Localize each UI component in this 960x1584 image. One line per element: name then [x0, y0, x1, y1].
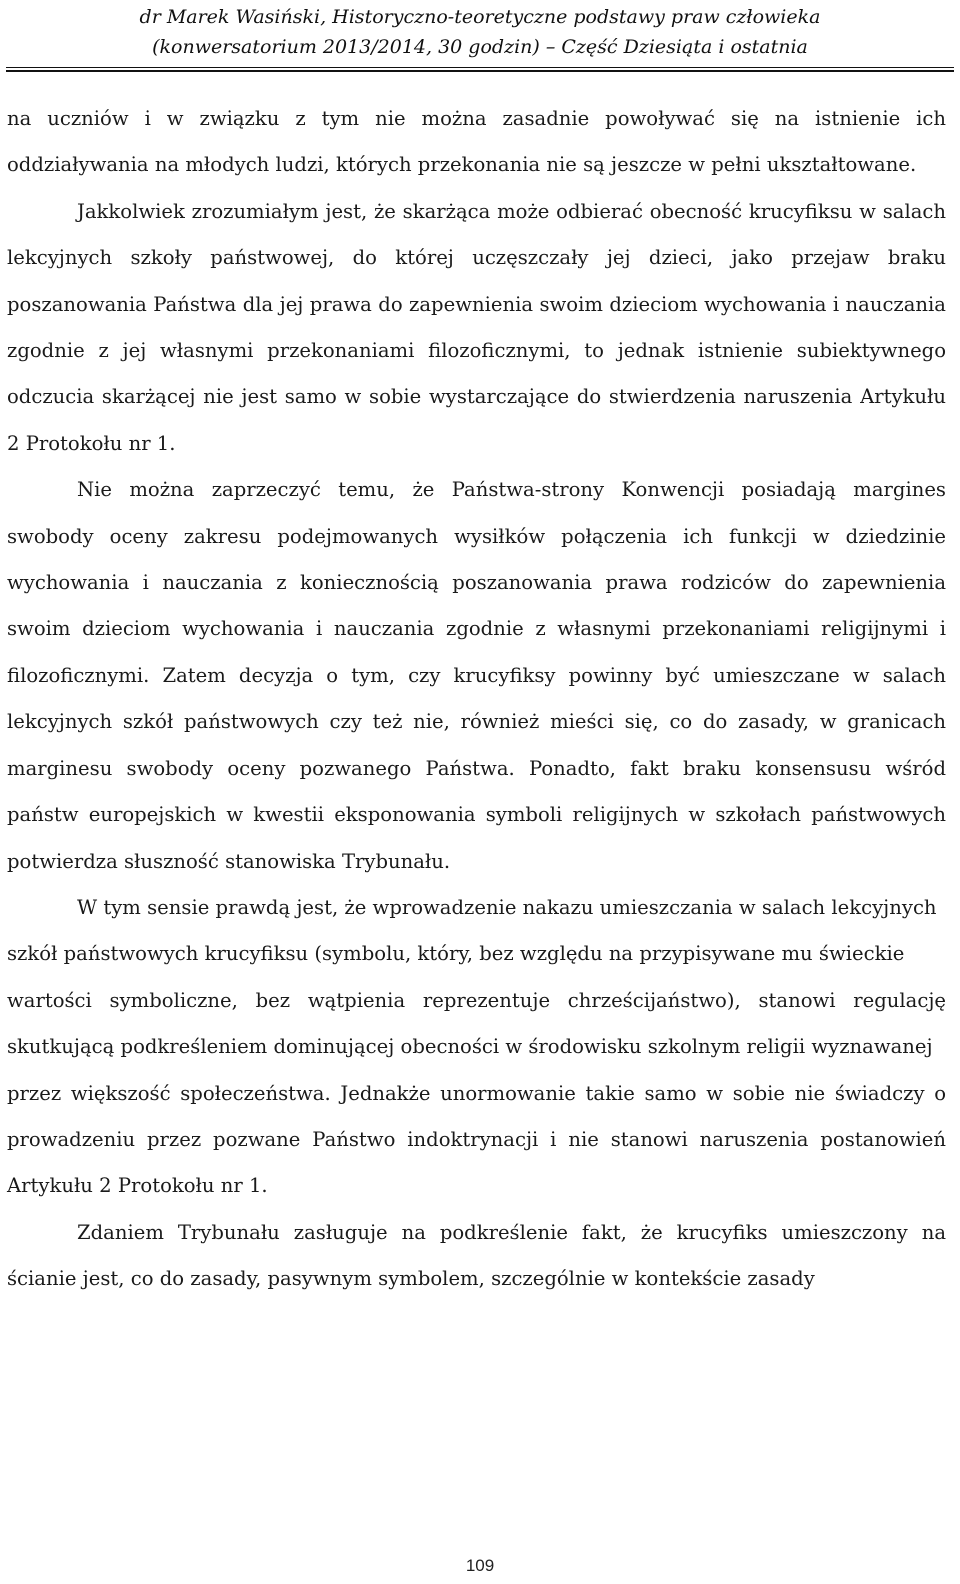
paragraph-fragment: szkół państwowych krucyfiksu (symbolu, który, bez względu na przypisywane mu świeckie	[7, 942, 905, 966]
header-line-2: (konwersatorium 2013/2014, 30 godzin) – Część Dziesiąta i ostatnia	[152, 36, 808, 58]
paragraph-continued: na uczniów i w związku z tym nie można zasadnie powoływać się na istnienie ich oddziaływania na młodych ludzi, których przekonania nie są jeszcze w pełni ukształtowane.	[7, 107, 946, 177]
paragraph-broken	[7, 885, 946, 1210]
paragraph: Jakkolwiek zrozumiałym jest, że skarżąca może odbierać obecność krucyfiksu w salach lekcyjnych szkoły państwowej, do której uczęszczały jej dzieci, jako przejaw braku poszanowania Państwa dla jej prawa do zapewnienia swoim dzieciom wychowania i nauczania zgodnie z jej własnymi przekonaniami filozoficznymi, to jednak istnienie subiektywnego odczucia skarżącej nie jest samo w sobie wystarczające do stwierdzenia naruszenia Artykułu 2 Protokołu nr 1.	[7, 199, 946, 455]
header-rule-thin	[6, 67, 954, 68]
body-text	[7, 96, 946, 1303]
paragraph: Nie można zaprzeczyć temu, że Państwa-strony Konwencji posiadają margines swobody oceny zakresu podejmowanych wysiłków połączenia ich funkcji w dziedzinie wychowania i nauczania z koniecznością poszanowania prawa rodziców do zapewnienia swoim dzieciom wychowania i nauczania zgodnie z własnymi przekonaniami religijnymi i filozoficznymi. Zatem decyzja o tym, czy krucyfiksy powinny być umieszczane w salach lekcyjnych szkół państwowych czy też nie, również mieści się, co do zasady, w granicach marginesu swobody oceny pozwanego Państwa. Ponadto, fakt braku konsensusu wśród państw europejskich w kwestii eksponowania symboli religijnych w szkołach państwowych potwierdza słuszność stanowiska Trybunału.	[7, 478, 946, 873]
running-header	[0, 2, 960, 62]
header-line-1: dr Marek Wasiński, Historyczno-teoretyczne podstawy praw człowieka	[139, 6, 821, 28]
paragraph-fragment: wartości symboliczne, bez wątpienia reprezentuje chrześcijaństwo), stanowi regulację skutkującą podkreśleniem dominującej obecności w środowisku szkolnym religii wyznawanej	[7, 988, 946, 1059]
page-number: 109	[465, 1556, 495, 1575]
paragraph: Zdaniem Trybunału zasługuje na podkreślenie fakt, że krucyfiks umieszczony na ścianie jest, co do zasady, pasywnym symbolem, szczególnie w kontekście zasady	[7, 1220, 946, 1291]
header-rule-thick	[6, 70, 954, 72]
paragraph-fragment: W tym sensie prawdą jest, że wprowadzenie nakazu umieszczania w salach lekcyjnych	[77, 895, 937, 919]
paragraph-fragment: przez większość społeczeństwa. Jednakże unormowanie takie samo w sobie nie świadczy o prowadzeniu przez pozwane Państwo indoktrynacji i nie stanowi naruszenia postanowień Artykułu 2 Protokołu nr 1.	[7, 1081, 946, 1198]
